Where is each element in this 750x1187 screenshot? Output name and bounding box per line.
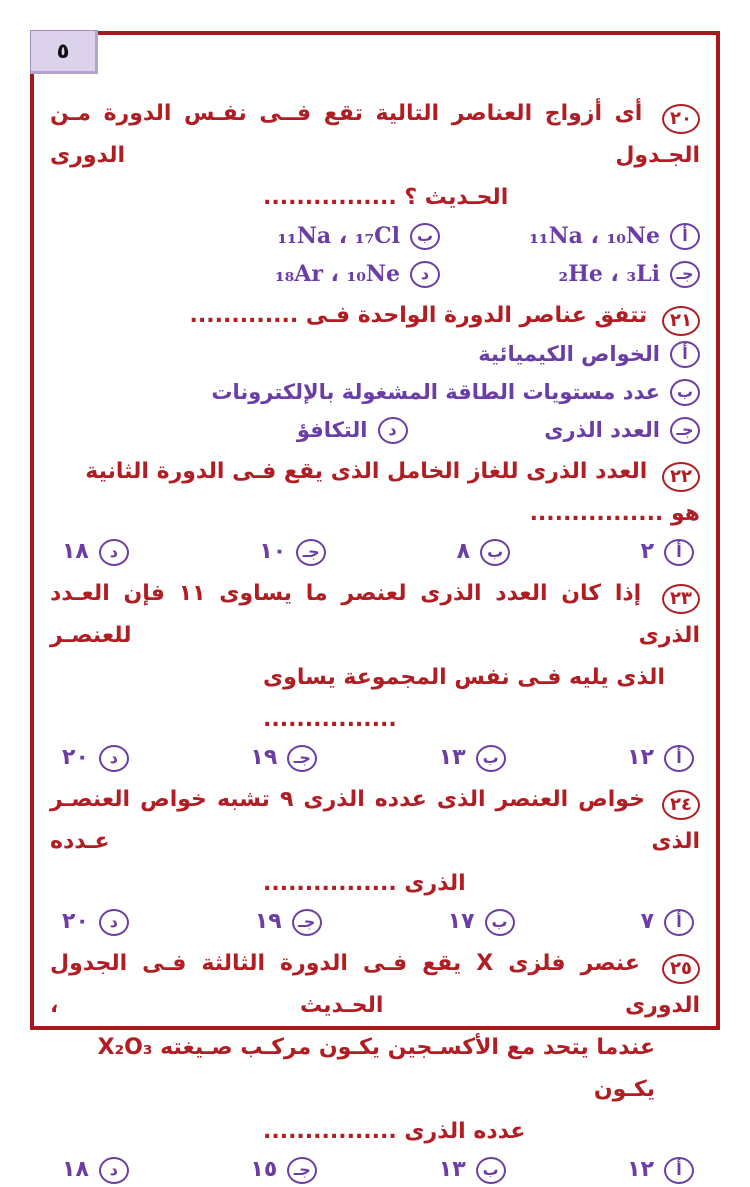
question-text: تتفق عناصر الدورة الواحدة فـى ............. — [189, 303, 648, 328]
option-row — [50, 337, 700, 371]
option-letter-badge: جـ — [670, 417, 700, 444]
option-b — [278, 219, 440, 253]
question-text-line: الحـديث ؟ ................ — [263, 185, 509, 210]
option-value: ١٢ — [627, 745, 654, 770]
option-label: ₁₈Ar ، ₁₀Ne — [275, 261, 400, 287]
option-label: الخواص الكيميائية — [478, 342, 660, 366]
option-letter-badge: ب — [480, 539, 510, 566]
question-text-line — [50, 779, 700, 863]
question-text: أى أزواج العناصر التالية تقع فــى نفـس الدورة مـن الجـدول الدورى — [50, 101, 700, 168]
question-text: عنصر فلزى X يقع فـى الدورة الثالثة فـى الجدول الدورى الحـديث ، — [50, 951, 700, 1018]
option-letter-badge: أ — [670, 341, 700, 368]
option-letter-badge: ب — [476, 745, 506, 772]
option-d — [62, 905, 129, 939]
option-letter-badge: أ — [670, 223, 700, 250]
option-value: ٢٠ — [62, 745, 89, 770]
option-letter-badge: جـ — [296, 539, 326, 566]
question-text-line: عدده الذرى ................ — [263, 1119, 526, 1144]
option-value: ١٨ — [62, 539, 89, 564]
question-24 — [50, 779, 700, 939]
option-value: ١٨ — [62, 1157, 89, 1182]
option-value: ٢ — [640, 539, 654, 564]
option-letter-badge: أ — [664, 909, 694, 936]
option-b — [448, 905, 515, 939]
option-letter-badge: د — [99, 745, 129, 772]
option-label: العدد الذرى — [544, 418, 660, 442]
options-row — [50, 741, 700, 775]
question-text-line — [50, 573, 700, 657]
option-d — [62, 535, 129, 569]
option-value: ٨ — [456, 539, 471, 564]
option-letter-badge: أ — [664, 539, 694, 566]
option-c — [250, 741, 317, 775]
option-letter-badge: جـ — [287, 1157, 317, 1184]
option-value: ١٠ — [259, 539, 287, 564]
option-row — [50, 375, 700, 409]
question-text-line — [50, 943, 700, 1027]
option-a — [627, 741, 694, 775]
question-number-badge: ٢٤ — [662, 790, 700, 820]
options-row — [50, 905, 700, 939]
option-label: عدد مستويات الطاقة المشغولة بالإلكترونات — [211, 380, 660, 404]
option-value: ٧ — [640, 909, 654, 934]
option-label: ₂He ، ₃Li — [558, 261, 660, 287]
option-letter-badge: ب — [670, 379, 700, 406]
worksheet-content — [34, 35, 716, 1182]
option-c — [259, 535, 326, 569]
option-value: ١٧ — [447, 909, 475, 934]
question-text: خواص العنصر الذى عدده الذرى ٩ تشبه خواص العنصـر الذى عـدده — [50, 787, 700, 854]
option-letter-badge: ب — [410, 223, 440, 250]
page-number: ٥ — [56, 39, 70, 63]
option-a — [529, 219, 700, 253]
question-20 — [50, 93, 700, 291]
question-number-badge: ٢٣ — [662, 584, 700, 614]
option-a — [627, 1153, 694, 1187]
option-letter-badge: جـ — [670, 261, 700, 288]
option-a — [641, 535, 694, 569]
question-21 — [50, 295, 700, 447]
question-25 — [50, 943, 700, 1187]
option-value: ١٢ — [627, 1157, 654, 1182]
option-letter-badge: د — [99, 909, 129, 936]
option-c — [250, 1153, 317, 1187]
option-c — [558, 257, 700, 291]
option-label: ₁₁Na ، ₁₇Cl — [277, 223, 400, 249]
question-text-line: عندما يتحد مع الأكسـجين يكـون مركـب صـيغته X₂O₃ يكـون — [97, 1035, 655, 1102]
question-text-line — [50, 295, 700, 337]
question-text: إذا كان العدد الذرى لعنصر ما يساوى ١١ فإن العـدد الذرى للعنصـر — [50, 581, 700, 648]
option-c — [255, 905, 322, 939]
option-letter-badge: جـ — [287, 745, 317, 772]
option-b — [439, 1153, 506, 1187]
option-value: ١٩ — [254, 909, 282, 934]
option-d — [275, 257, 440, 291]
question-number-badge: ٢٥ — [662, 954, 700, 984]
option-value: ١٣ — [438, 1157, 466, 1182]
option-value: ١٣ — [438, 745, 466, 770]
options-grid — [50, 413, 700, 447]
options-row — [50, 535, 700, 569]
question-text-line — [50, 451, 700, 535]
options-row — [50, 1153, 700, 1187]
option-label: التكافؤ — [296, 418, 368, 442]
question-text: العدد الذرى للغاز الخامل الذى يقع فـى الدورة الثانية هو ................ — [85, 459, 700, 526]
option-a — [478, 337, 700, 371]
option-b — [211, 375, 700, 409]
question-text-line: الذى يليه فـى نفس المجموعة يساوى ................ — [263, 665, 665, 732]
question-number-badge: ٢٢ — [662, 462, 700, 492]
page-number-tab — [30, 30, 98, 74]
option-b — [439, 741, 506, 775]
option-d — [297, 413, 408, 447]
option-letter-badge: د — [378, 417, 408, 444]
option-b — [457, 535, 510, 569]
question-22 — [50, 451, 700, 569]
option-d — [62, 1153, 129, 1187]
option-letter-badge: د — [410, 261, 440, 288]
option-letter-badge: د — [99, 539, 129, 566]
option-letter-badge: ب — [485, 909, 515, 936]
option-letter-badge: أ — [664, 745, 694, 772]
option-label: ₁₁Na ، ₁₀Ne — [529, 223, 660, 249]
options-grid — [50, 219, 700, 291]
option-value: ٢٠ — [62, 909, 89, 934]
option-letter-badge: أ — [664, 1157, 694, 1184]
option-letter-badge: د — [99, 1157, 129, 1184]
option-a — [641, 905, 694, 939]
option-value: ١٥ — [250, 1157, 278, 1182]
question-number-badge: ٢١ — [662, 306, 700, 336]
option-value: ١٩ — [250, 745, 278, 770]
question-text-line: الذرى ................ — [263, 871, 466, 896]
option-letter-badge: جـ — [292, 909, 322, 936]
option-c — [544, 413, 700, 447]
option-d — [62, 741, 129, 775]
question-23 — [50, 573, 700, 775]
option-letter-badge: ب — [476, 1157, 506, 1184]
question-text-line — [50, 93, 700, 177]
question-number-badge: ٢٠ — [662, 104, 700, 134]
